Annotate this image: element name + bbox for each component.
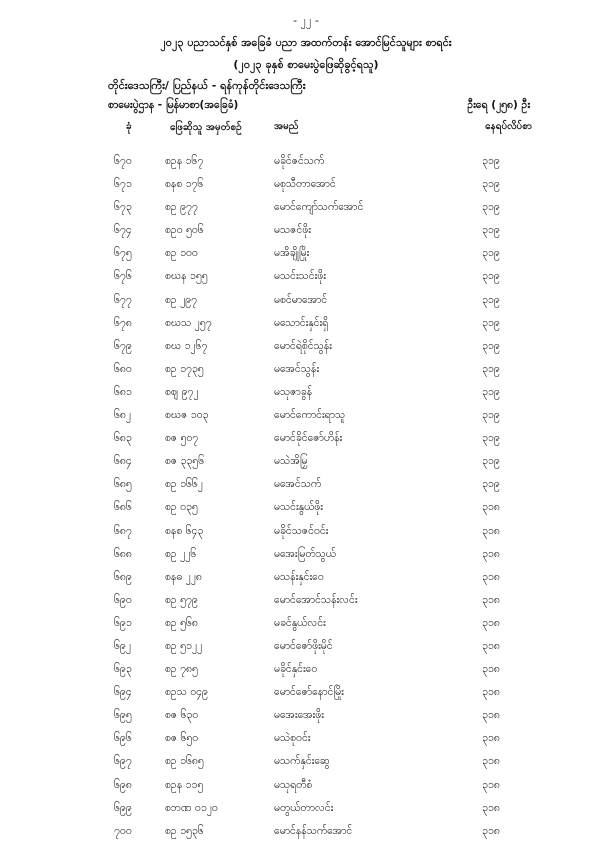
- row-roll-number: စဇ ၆၃၀: [165, 709, 199, 722]
- row-number: ၆၇၆: [114, 270, 132, 283]
- row-roll-number: စဇ ၆၅၀: [165, 732, 199, 745]
- row-number: ၆၈၇: [114, 524, 132, 537]
- row-number: ၆၉၅: [114, 709, 132, 722]
- table-row: [0, 455, 612, 478]
- table-row: [0, 825, 612, 848]
- table-row: [0, 501, 612, 524]
- row-name: မအေးအေးဖိုး: [274, 709, 324, 722]
- row-name: မသဇင်ဖိုး: [274, 224, 311, 237]
- row-roll-number: စဃ ၁၂၆၇: [165, 339, 208, 352]
- table-row: [0, 594, 612, 617]
- row-name: မအေင်သွန်း: [274, 362, 320, 375]
- total-count: ဦးရေ (၂၅၈) ဦး: [467, 99, 530, 111]
- row-location: ၃၁၉: [482, 385, 500, 398]
- row-location: ၃၁၉: [482, 409, 500, 422]
- header-roll: ဖြေဆိုသူ အမှတ်စဉ်: [170, 122, 242, 133]
- row-name: မောင်ဇော်နောင်မြိုး: [274, 686, 344, 699]
- row-name: မစင်မာအောင်: [274, 293, 328, 306]
- row-location: ၃၁၈: [482, 663, 500, 676]
- table-row: [0, 548, 612, 571]
- row-number: ၆၈၉: [114, 570, 132, 583]
- table-row: [0, 755, 612, 778]
- row-number: ၆၈၁: [114, 385, 132, 398]
- table-row: [0, 363, 612, 386]
- row-name: မအိချိုမြိုး: [274, 247, 310, 260]
- row-location: ၃၁၈: [482, 686, 500, 699]
- row-roll-number: စဥ ၁၀၀: [165, 247, 198, 260]
- results-list: [0, 155, 612, 848]
- row-location: ၃၁၉: [482, 478, 500, 491]
- row-roll-number: စဥ ၂၉၇: [165, 293, 198, 306]
- row-location: ၃၁၈: [482, 755, 500, 768]
- header-location: နေရပ်လိပ်စာ: [485, 121, 532, 132]
- row-number: ၆၈၃: [114, 432, 132, 445]
- row-roll-number: စဥ ၅၆၈: [165, 616, 198, 629]
- row-roll-number: စနစ ၁၇၆: [165, 178, 204, 191]
- row-number: ၆၇၈: [114, 316, 132, 329]
- row-roll-number: စဥန ၁၁၅: [165, 778, 204, 791]
- table-row: [0, 571, 612, 594]
- row-number: ၆၇၉: [114, 339, 132, 352]
- row-location: ၃၁၉: [482, 247, 500, 260]
- row-roll-number: စဃဇ ၁၀၃: [165, 409, 209, 422]
- row-roll-number: စဥသ ၀၄၉: [165, 686, 208, 699]
- row-location: ၃၁၉: [482, 432, 500, 445]
- row-location: ၃၁၉: [482, 155, 500, 167]
- header-no: ခုံ: [126, 121, 132, 132]
- row-location: ၃၁၉: [482, 455, 500, 468]
- row-roll-number: စဥ ၂၂၆: [165, 547, 197, 560]
- row-roll-number: စဥ ၁၆၆၂: [165, 478, 203, 491]
- row-number: ၆၇၀: [114, 155, 132, 167]
- row-roll-number: စဥ ၅၇၉: [165, 593, 198, 606]
- row-location: ၃၁၈: [482, 709, 500, 722]
- row-location: ၃၁၉: [482, 293, 500, 306]
- row-roll-number: စဈ ၉၇၂: [165, 385, 199, 398]
- row-name: မောင်နန်သက်အောင်: [274, 824, 353, 837]
- row-name: မသန်းနှင်းဝေ: [274, 570, 324, 583]
- row-number: ၆၉၀: [114, 593, 132, 606]
- document-subtitle: (၂၀၂၃ ခုနှစ် စာမေးပွဲဖြေဆိုခွင့်ရသူ): [233, 58, 379, 71]
- row-name: မအေင်သက်: [274, 478, 322, 491]
- row-roll-number: စဇ ၃၃၅၆: [165, 455, 205, 468]
- region-label: တိုင်းဒေသကြီး/ ပြည်နယ် - ရန်ကုန်တိုင်းဒေသကြီး: [108, 79, 306, 92]
- row-number: ၆၉၂: [114, 639, 131, 652]
- table-row: [0, 663, 612, 686]
- row-number: ၆၉၉: [114, 801, 132, 814]
- row-name: မသုရတီစံ: [274, 778, 313, 791]
- document-title: ၂၀၂၃ ပညာသင်နှစ် အခြေခံ ပညာ အထက်တန်း အောင်မြင်သူများ စာရင်း: [160, 36, 452, 49]
- row-roll-number: စဃသ ၂၅၇: [165, 316, 212, 329]
- row-location: ၃၁၉: [482, 316, 500, 329]
- row-number: ၆၇၁: [114, 178, 132, 191]
- row-name: မောင်အောင်သန်းလင်း: [274, 593, 358, 606]
- table-row: [0, 201, 612, 224]
- table-row: [0, 732, 612, 755]
- row-number: ၇၀၀: [114, 824, 132, 837]
- row-location: ၃၁၉: [482, 224, 500, 237]
- row-name: မစုသီတာအောင်: [274, 178, 336, 191]
- row-location: ၃၁၉: [482, 362, 500, 375]
- table-row: [0, 478, 612, 501]
- row-roll-number: စဥန ၁၆၇: [165, 155, 204, 167]
- row-roll-number: စဥ ၀၃၅: [165, 501, 198, 514]
- exam-center-label: စာမေးပွဲဌာန - မြန်မာစာ(အခြေခံ): [108, 99, 239, 111]
- table-row: [0, 617, 612, 640]
- row-name: မခိုင်နှင်းဝေ: [274, 663, 318, 676]
- row-location: ၃၁၉: [482, 201, 500, 214]
- table-row: [0, 178, 612, 201]
- table-row: [0, 317, 612, 340]
- row-location: ၃၁၈: [482, 639, 500, 652]
- row-number: ၆၉၆: [114, 732, 132, 745]
- page-number: - ၂၂ -: [293, 14, 319, 27]
- row-name: မသင်းသင်းဖိုး: [274, 270, 326, 283]
- row-name: မခိုင်ဇင်သက်: [274, 155, 325, 167]
- row-roll-number: စဘဏ ၀၁၂၀: [165, 801, 218, 814]
- row-number: ၆၈၂: [114, 409, 132, 422]
- row-number: ၆၉၄: [114, 686, 132, 699]
- table-row: [0, 386, 612, 409]
- row-name: မောင်ကျော်သက်အောင်: [274, 201, 364, 214]
- row-name: မတွယ်တာလင်း: [274, 801, 334, 814]
- row-number: ၆၇၄: [114, 224, 132, 237]
- row-number: ၆၈၅: [114, 478, 132, 491]
- row-number: ၆၉၁: [114, 616, 132, 629]
- row-roll-number: စဥ ၁၆၈၅: [165, 755, 204, 768]
- row-location: ၃၁၈: [482, 524, 500, 537]
- row-name: မအေးမြတ်သွယ်: [274, 547, 336, 560]
- row-location: ၃၁၈: [482, 801, 500, 814]
- row-location: ၃၁၈: [482, 570, 500, 583]
- row-name: မခင်နွယ်လင်း: [274, 616, 326, 629]
- row-number: ၆၇၃: [114, 201, 132, 214]
- header-name: အမည်: [274, 121, 299, 132]
- table-row: [0, 270, 612, 293]
- table-row: [0, 294, 612, 317]
- row-number: ၆၈၆: [114, 501, 132, 514]
- row-roll-number: စဥ ၁၇၃၅: [165, 362, 204, 375]
- row-location: ၃၁၉: [482, 178, 500, 191]
- row-roll-number: စဃန ၁၅၅: [165, 270, 208, 283]
- row-location: ၃၁၈: [482, 616, 500, 629]
- row-roll-number: စဥ ၉၇၇: [165, 201, 198, 214]
- row-location: ၃၁၈: [482, 824, 500, 837]
- row-name: မသောင်းနှင်းရှိ: [274, 316, 329, 329]
- row-name: မောင်ခိုင်ဇော်ဟိန်း: [274, 432, 343, 445]
- row-number: ၆၈၈: [114, 547, 132, 560]
- table-row: [0, 409, 612, 432]
- row-name: မောင်ကောင်းရာသူ: [274, 409, 346, 422]
- row-number: ၆၈၀: [114, 362, 132, 375]
- row-roll-number: စဥ ၅၁၂၂: [165, 639, 203, 652]
- table-row: [0, 640, 612, 663]
- row-location: ၃၁၈: [482, 778, 500, 791]
- row-number: ၆၇၅: [114, 247, 132, 260]
- table-row: [0, 247, 612, 270]
- row-roll-number: စနဓ ၂၂၈: [165, 570, 202, 583]
- row-number: ၆၉၈: [114, 778, 132, 791]
- row-name: မသဲအိမြှ: [274, 455, 308, 468]
- row-location: ၃၁၉: [482, 270, 500, 283]
- row-roll-number: စနစ ၆၄၃: [165, 524, 204, 537]
- table-row: [0, 779, 612, 802]
- row-number: ၆၉၇: [114, 755, 132, 768]
- table-row: [0, 432, 612, 455]
- row-name: မခိုင်သဇင်ဝင်း: [274, 524, 329, 537]
- row-name: မသုဇာခွန်: [274, 385, 313, 398]
- row-location: ၃၁၉: [482, 339, 500, 352]
- table-row: [0, 224, 612, 247]
- row-name: မောင်ဇော်ဖိုးမိုင်: [274, 639, 333, 652]
- row-number: ၆၉၃: [114, 663, 132, 676]
- table-row: [0, 155, 612, 178]
- table-row: [0, 802, 612, 825]
- row-number: ၆၇၇: [114, 293, 132, 306]
- table-row: [0, 525, 612, 548]
- row-location: ၃၁၈: [482, 732, 500, 745]
- row-location: ၃၁၈: [482, 501, 500, 514]
- table-row: [0, 686, 612, 709]
- table-row: [0, 709, 612, 732]
- row-number: ၆၈၄: [114, 455, 132, 468]
- row-name: မသင်းနွယ်ဖိုး: [274, 501, 323, 514]
- row-roll-number: စဥ ၇၈၅: [165, 663, 198, 676]
- row-location: ၃၁၈: [482, 547, 500, 560]
- row-roll-number: စဇ ၅၀၇: [165, 432, 199, 445]
- row-name: မသက်နှင်းဆွေ: [274, 755, 330, 768]
- row-roll-number: စဥ ၁၅၃၆: [165, 824, 204, 837]
- row-location: ၃၁၈: [482, 593, 500, 606]
- table-row: [0, 340, 612, 363]
- row-name: မသဲစုဝင်း: [274, 732, 311, 745]
- row-name: မောင်ရဲစိုင်သွန်း: [274, 339, 332, 352]
- row-roll-number: စဥ၀ ၅၀၆: [165, 224, 204, 237]
